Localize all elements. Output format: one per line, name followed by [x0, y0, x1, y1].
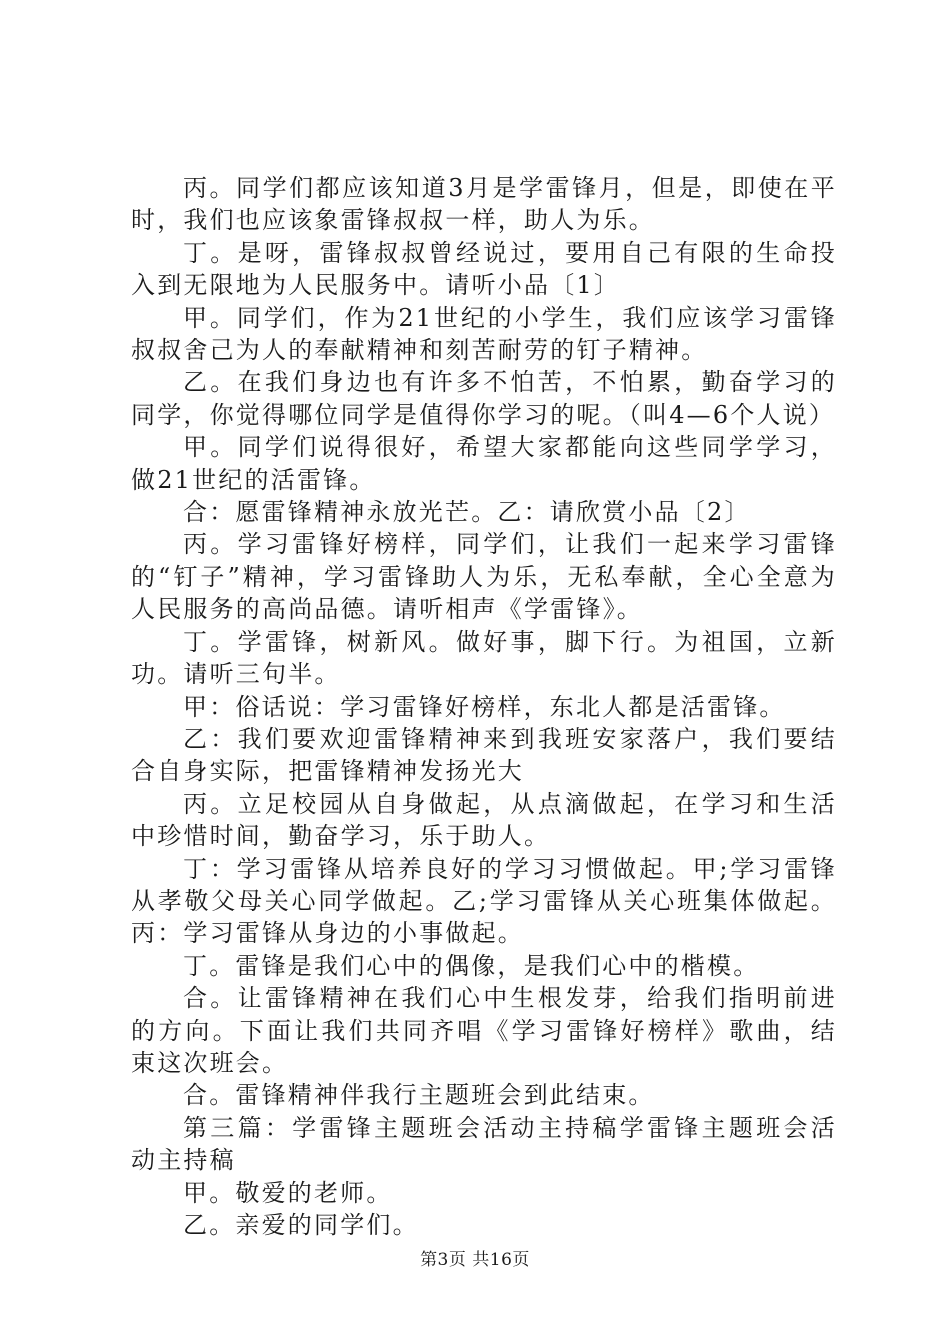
paragraph: 甲。同学们说得很好，希望大家都能向这些同学学习，做21世纪的活雷锋。 — [131, 433, 837, 494]
paragraph: 丁：学习雷锋从培养良好的学习习惯做起。甲;学习雷锋从孝敬父母关心同学做起。乙;学习雷锋从关心班集体做起。丙：学习雷锋从身边的小事做起。 — [131, 854, 837, 948]
paragraph: 丁。雷锋是我们心中的偶像，是我们心中的楷模。 — [183, 951, 760, 980]
paragraph: 合。雷锋精神伴我行主题班会到此结束。 — [183, 1081, 655, 1110]
page-number-footer: 第3页 共16页 — [420, 1250, 530, 1270]
paragraph: 乙。亲爱的同学们。 — [183, 1211, 419, 1239]
paragraph: 甲：俗话说：学习雷锋好榜样，东北人都是活雷锋。 — [183, 692, 786, 721]
paragraph: 合：愿雷锋精神永放光芒。乙：请欣赏小品〔2〕 — [183, 498, 751, 527]
paragraph: 乙：我们要欢迎雷锋精神来到我班安家落户，我们要结合自身实际，把雷锋精神发扬光大 — [131, 724, 837, 786]
paragraph: 丁。学雷锋，树新风。做好事，脚下行。为祖国，立新功。请听三句半。 — [131, 627, 837, 689]
paragraph: 乙。在我们身边也有许多不怕苦，不怕累，勤奋学习的同学，你觉得哪位同学是值得你学习的呢。（叫4—6个人说） — [131, 368, 837, 429]
paragraph: 合。让雷锋精神在我们心中生根发芽，给我们指明前进的方向。下面让我们共同齐唱《学习雷锋好榜样》歌曲，结束这次班会。 — [131, 984, 837, 1077]
paragraph: 甲。同学们，作为21世纪的小学生，我们应该学习雷锋叔叔舍己为人的奉献精神和刻苦耐劳的钉子精神。 — [131, 303, 837, 365]
paragraph: 甲。敬爱的老师。 — [183, 1178, 393, 1207]
section-heading: 第三篇：学雷锋主题班会活动主持稿学雷锋主题班会活动主持稿 — [131, 1113, 837, 1175]
document-body — [131, 172, 837, 1241]
paragraph: 丙。学习雷锋好榜样，同学们，让我们一起来学习雷锋的“钉子”精神，学习雷锋助人为乐，无私奉献，全心全意为人民服务的高尚品德。请听相声《学雷锋》。 — [131, 530, 837, 624]
paragraph: 丙。立足校园从自身做起，从点滴做起，在学习和生活中珍惜时间，勤奋学习，乐于助人。 — [131, 789, 837, 851]
paragraph: 丁。是呀，雷锋叔叔曾经说过，要用自己有限的生命投入到无限地为人民服务中。请听小品〔1〕 — [131, 238, 837, 300]
paragraph: 丙。同学们都应该知道3月是学雷锋月，但是，即使在平时，我们也应该象雷锋叔叔一样，助人为乐。 — [131, 174, 837, 235]
